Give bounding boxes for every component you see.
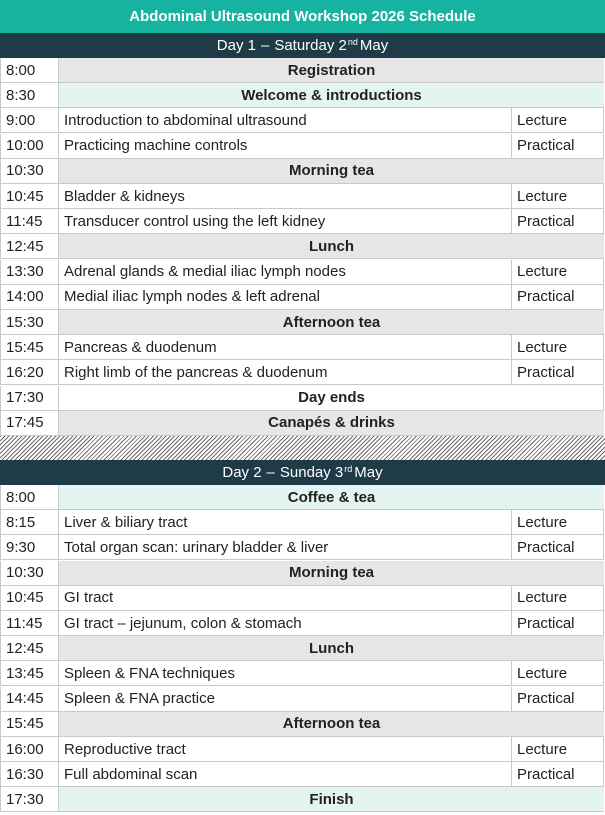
activity-cell: Spleen & FNA practice: [59, 687, 512, 711]
time-cell: 10:45: [1, 586, 59, 610]
activity-cell: Right limb of the pancreas & duodenum: [59, 360, 512, 384]
time-cell: 11:45: [1, 209, 59, 233]
session-row: [0, 108, 604, 133]
session-row: [0, 661, 604, 686]
time-cell: 16:00: [1, 737, 59, 761]
time-cell: 8:15: [1, 510, 59, 534]
day-dash: –: [260, 37, 270, 54]
session-type: Lecture: [517, 263, 568, 281]
session-type: Practical: [517, 363, 575, 381]
break-row: [0, 787, 604, 812]
time-cell: 8:00: [1, 485, 59, 509]
break-label: Morning tea: [59, 561, 604, 585]
schedule-title: Abdominal Ultrasound Workshop 2026 Schedule: [0, 0, 605, 33]
time-cell: 9:00: [1, 108, 59, 132]
activity-cell: Liver & biliary tract: [59, 510, 512, 534]
session-row: [0, 737, 604, 762]
activity-cell: Medial iliac lymph nodes & left adrenal: [59, 285, 512, 309]
time-cell: 15:45: [1, 335, 59, 359]
session-type: Lecture: [517, 740, 568, 758]
activity-cell: GI tract – jejunum, colon & stomach: [59, 611, 512, 635]
session-type: Practical: [517, 765, 575, 783]
session-row: [0, 611, 604, 636]
time-cell: 12:45: [1, 234, 59, 258]
break-label: Lunch: [59, 636, 604, 660]
activity-cell: Introduction to abdominal ultrasound: [59, 108, 512, 132]
session-type: Lecture: [517, 338, 568, 356]
activity-cell: Bladder & kidneys: [59, 184, 512, 208]
day-month: May: [354, 464, 383, 481]
session-row: [0, 335, 604, 360]
break-label: Coffee & tea: [59, 485, 604, 509]
day-header-1: Day 1 – Saturday 2 $^{nd}$ May: [0, 33, 605, 58]
session-row: [0, 184, 604, 209]
session-row: [0, 687, 604, 712]
session-row: [0, 260, 604, 285]
time-cell: 17:30: [1, 386, 59, 410]
break-row: [0, 561, 604, 586]
activity-cell: Spleen & FNA techniques: [59, 661, 512, 685]
break-row: [0, 83, 604, 108]
time-cell: 12:45: [1, 636, 59, 660]
time-cell: 10:45: [1, 184, 59, 208]
activity-cell: Full abdominal scan: [59, 762, 512, 786]
break-label: Day ends: [298, 389, 365, 407]
session-row: [0, 285, 604, 310]
time-cell: 16:30: [1, 762, 59, 786]
day-separator: [0, 436, 605, 460]
day-dash: –: [266, 464, 275, 481]
session-row: [0, 360, 604, 385]
activity-cell: Pancreas & duodenum: [59, 335, 512, 359]
time-cell: 17:30: [1, 787, 59, 811]
session-type: Practical: [517, 538, 575, 556]
session-type: Practical: [517, 288, 575, 306]
activity-cell: Transducer control using the left kidney: [59, 209, 512, 233]
break-label: Morning tea: [59, 159, 604, 183]
session-type: Practical: [517, 212, 575, 230]
break-row: [0, 159, 604, 184]
session-row: [0, 209, 604, 234]
day-label: Day 1: [216, 37, 256, 54]
activity-cell: Adrenal glands & medial iliac lymph nodes: [59, 260, 512, 284]
break-label: Registration: [59, 58, 604, 82]
time-cell: 14:00: [1, 285, 59, 309]
break-row: [0, 485, 604, 510]
time-cell: 10:30: [1, 561, 59, 585]
time-cell: 10:00: [1, 134, 59, 158]
activity-cell: Reproductive tract: [59, 737, 512, 761]
break-row: [0, 386, 604, 411]
time-cell: 13:30: [1, 260, 59, 284]
break-row: [0, 411, 604, 436]
break-row: [0, 636, 604, 661]
time-cell: 8:30: [1, 83, 59, 107]
session-row: [0, 762, 604, 787]
time-cell: 11:45: [1, 611, 59, 635]
day-date: Sunday 3: [279, 464, 344, 481]
break-label: Canapés & drinks: [59, 411, 604, 435]
time-cell: 14:45: [1, 687, 59, 711]
break-row: [0, 712, 604, 737]
break-row: [0, 234, 604, 259]
session-type: Lecture: [517, 664, 568, 682]
session-type: Lecture: [517, 589, 568, 607]
session-type: Lecture: [517, 111, 568, 129]
break-label: Afternoon tea: [59, 712, 604, 736]
break-label: Afternoon tea: [59, 310, 604, 334]
session-type: Lecture: [517, 513, 568, 531]
break-row: [0, 310, 604, 335]
session-row: [0, 510, 604, 535]
session-row: [0, 535, 604, 560]
day-header-2: Day 2 – Sunday 3 $^{rd}$ May: [0, 460, 605, 485]
break-label: Lunch: [59, 234, 604, 258]
session-type: Practical: [517, 690, 575, 708]
break-label: Finish: [59, 787, 604, 811]
time-cell: 17:45: [1, 411, 59, 435]
session-type: Practical: [517, 614, 575, 632]
time-cell: 15:30: [1, 310, 59, 334]
session-row: [0, 134, 604, 159]
day-label: Day 2: [222, 464, 262, 481]
activity-cell: Practicing machine controls: [59, 134, 512, 158]
activity-cell: GI tract: [59, 586, 512, 610]
time-cell: 15:45: [1, 712, 59, 736]
time-cell: 16:20: [1, 360, 59, 384]
time-cell: 8:00: [1, 58, 59, 82]
day-month: May: [359, 37, 389, 54]
session-row: [0, 586, 604, 611]
day-date: Saturday 2: [274, 37, 347, 54]
session-type: Lecture: [517, 187, 568, 205]
activity-cell: Total organ scan: urinary bladder & liver: [59, 535, 512, 559]
time-cell: 10:30: [1, 159, 59, 183]
break-row: [0, 58, 604, 83]
time-cell: 9:30: [1, 535, 59, 559]
time-cell: 13:45: [1, 661, 59, 685]
session-type: Practical: [517, 137, 575, 155]
break-label: Welcome & introductions: [59, 83, 604, 107]
